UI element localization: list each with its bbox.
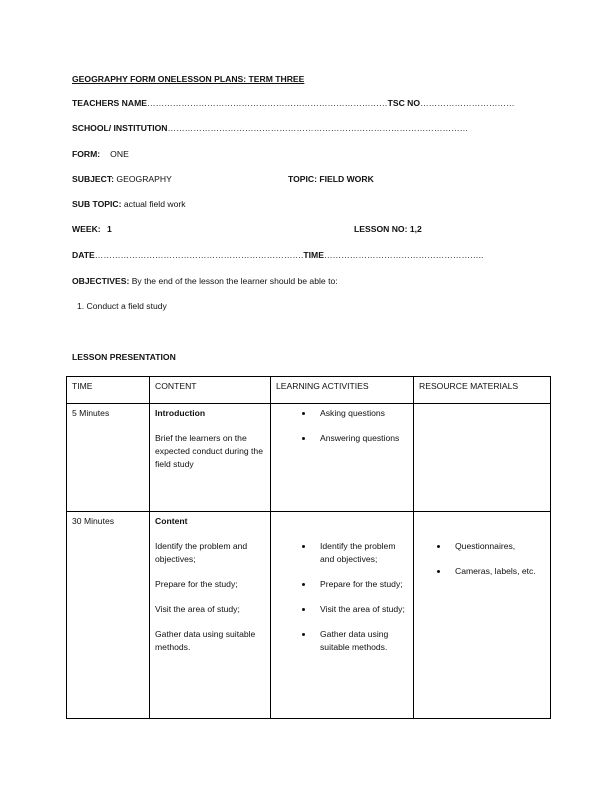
lesson-no-line [354, 224, 422, 234]
heading-text: LESSON PRESENTATION [72, 352, 176, 362]
list-item: • Visit the area of study; [314, 603, 408, 616]
list-item: • Identify the problem and objectives; [314, 540, 408, 566]
header-cell: LEARNING ACTIVITIES [271, 377, 414, 404]
resources-cell [414, 404, 551, 512]
list-item: • Gather data using suitable methods. [314, 628, 408, 654]
teachers-name-line [72, 98, 515, 108]
document-title [72, 74, 304, 84]
content-text: Brief the learners on the expected conduct during the field study [155, 433, 263, 469]
date-line [72, 250, 483, 260]
table-row [67, 512, 551, 719]
sub-topic-line [72, 199, 186, 209]
content-text: Prepare for the study; [155, 579, 238, 589]
header-cell: RESOURCE MATERIALS [414, 377, 551, 404]
value: GEOGRAPHY [116, 174, 172, 184]
list-item: • Cameras, labels, etc. [449, 565, 545, 578]
value: By the end of the lesson the learner should be able to: [131, 276, 338, 286]
header-cell: CONTENT [150, 377, 271, 404]
activities-cell [271, 404, 414, 512]
content-cell [150, 512, 271, 719]
objective-item: 1. Conduct a field study [77, 301, 167, 311]
lesson-table [66, 376, 551, 719]
content-text: Gather data using suitable methods. [155, 629, 256, 652]
form-line [72, 149, 129, 159]
content-cell [150, 404, 271, 512]
blank: …………………………… [420, 98, 515, 108]
blank: ……………………………………………….. [323, 250, 484, 260]
content-text: Identify the problem and objectives; [155, 541, 248, 564]
topic-line [288, 174, 374, 184]
label: TOPIC: FIELD WORK [288, 174, 374, 184]
subject-line [72, 174, 172, 184]
value: actual field work [123, 199, 186, 209]
label: TSC NO [387, 98, 421, 108]
label: SUB TOPIC: [72, 199, 122, 209]
blank: ………………………………………………………………………… [146, 98, 388, 108]
label: DATE [72, 250, 95, 260]
section-heading [72, 352, 176, 362]
label: OBJECTIVES: [72, 276, 130, 286]
table-header-row [67, 377, 551, 404]
table-row [67, 404, 551, 512]
label: LESSON NO: 1,2 [354, 224, 422, 234]
activities-cell [271, 512, 414, 719]
blank: …………………………………………………………………………………………… [167, 123, 469, 133]
resources-cell [414, 512, 551, 719]
label: FORM: [72, 149, 101, 159]
week-line [72, 224, 112, 234]
blank: ………………………………………………………………. [94, 250, 304, 260]
label: TEACHERS NAME [72, 98, 147, 108]
value: 1 [107, 224, 112, 234]
school-line [72, 123, 468, 133]
list-item: • Questionnaires, [449, 540, 545, 553]
content-title: Introduction [155, 408, 206, 418]
title-text: GEOGRAPHY FORM ONELESSON PLANS: TERM THREE [72, 74, 305, 84]
label: TIME [303, 250, 324, 260]
label: SCHOOL/ INSTITUTION [72, 123, 168, 133]
value: ONE [110, 149, 129, 159]
content-title: Content [155, 516, 188, 526]
objectives-line [72, 276, 338, 286]
list-item: • Asking questions [314, 407, 408, 420]
content-text: Visit the area of study; [155, 604, 240, 614]
list-item: • Answering questions [314, 432, 408, 445]
label: WEEK: [72, 224, 101, 234]
time-cell: 30 Minutes [67, 512, 150, 719]
time-cell: 5 Minutes [67, 404, 150, 512]
label: SUBJECT: [72, 174, 115, 184]
list-item: • Prepare for the study; [314, 578, 408, 591]
header-cell: TIME [67, 377, 150, 404]
